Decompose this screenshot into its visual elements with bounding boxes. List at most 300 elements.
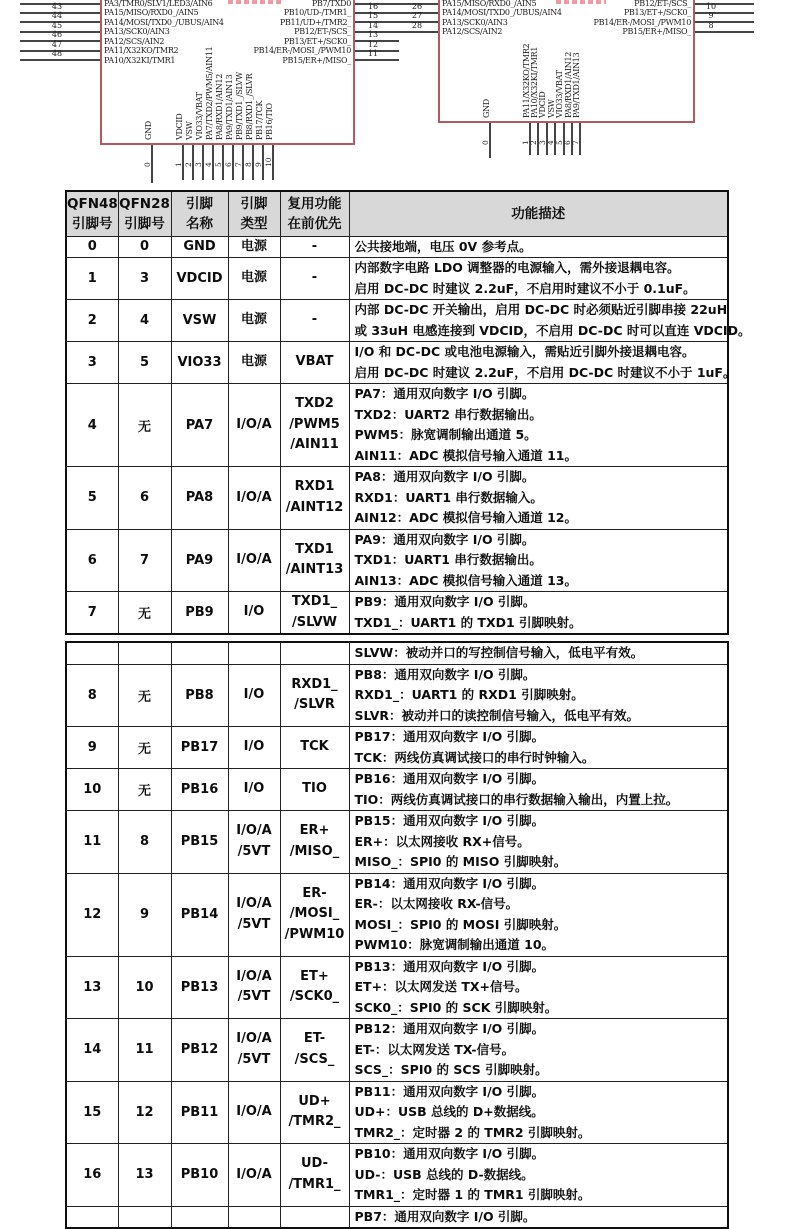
cell-mux-function	[280, 727, 349, 769]
cell-pin-name: PA8	[171, 467, 228, 530]
cell-line: PB7：通用双向数字 I/O 引脚。	[354, 1208, 536, 1224]
pin-number: 46	[51, 30, 63, 40]
cell-function-description	[349, 342, 736, 384]
cell-line: PB13：通用双向数字 I/O 引脚。	[354, 958, 545, 974]
pin-row	[66, 342, 728, 384]
pin-row	[66, 592, 728, 635]
pin-number: 7	[234, 162, 243, 167]
cell-mux-function	[280, 592, 349, 635]
cell-line: TXD1_：UART1 的 TXD1 引脚映射。	[354, 614, 582, 630]
pin-label: PA7/TXD2/PWM5/AIN11	[204, 46, 214, 140]
cell-line: PA8：通用双向数字 I/O 引脚。	[354, 469, 535, 484]
header-cell	[118, 191, 171, 236]
header-row	[66, 191, 728, 236]
cell-qfn28-pin: 3	[118, 258, 171, 300]
cell-pin-name: PB11	[171, 1081, 228, 1144]
pin-number: 11	[367, 49, 379, 59]
cell-line: SCK0_：SPI0 的 SCK 引脚映射。	[354, 999, 558, 1015]
cell-pin-name: VDCID	[171, 258, 228, 300]
cell-mux-function	[280, 258, 349, 300]
cell-qfn28-pin: 9	[118, 873, 171, 956]
cell-line: 或 33uH 电感连接到 VDCID，不启用 DC-DC 时可以直连 VDCID。	[354, 322, 751, 338]
pin-row	[66, 300, 728, 342]
pin-label: VSW	[184, 121, 194, 140]
cell-qfn28-pin: 7	[118, 529, 171, 592]
pin-row	[66, 727, 728, 769]
cell-qfn48-pin: 15	[66, 1081, 118, 1144]
cell-function-description	[349, 300, 751, 342]
cell-line: AIN13：ADC 模拟信号输入通道 13。	[354, 572, 578, 588]
pin-wire	[397, 31, 438, 33]
pin-label: PB12/ET-/SCS_	[294, 27, 351, 37]
pin-label: PB10/UD-/TMR1_	[283, 8, 351, 18]
cell-mux-function	[280, 1019, 349, 1082]
cell-line: ET-	[303, 1031, 326, 1047]
cell-line: TXD1：UART1 串行数据输出。	[354, 552, 542, 567]
pin-wire	[695, 31, 754, 33]
cell-function-description	[349, 811, 728, 874]
cell-pin-type	[228, 1206, 280, 1228]
cell-mux-function	[280, 642, 349, 664]
cell-line: 引脚	[240, 195, 268, 212]
cell-line: I/O 和 DC-DC 或电池电源输入，需贴近引脚外接退耦电容。	[354, 344, 695, 359]
cell-mux-function	[280, 1144, 349, 1207]
cell-line: /5VT	[237, 1051, 271, 1067]
cell-line: ER+	[299, 823, 330, 839]
cell-line: TIO：两线仿真调试接口的串行数据输入输出，内置上拉。	[354, 791, 679, 807]
pin-label: PB15/ER+/MISO_	[622, 27, 691, 37]
cell-line: 复用功能	[287, 195, 342, 212]
cell-line: PB15：通用双向数字 I/O 引脚。	[354, 813, 545, 828]
cell-pin-name: PA9	[171, 529, 228, 592]
cell-qfn28-pin: 8	[118, 811, 171, 874]
cell-mux-function	[280, 529, 349, 592]
pin-number: 45	[51, 20, 63, 30]
cell-line: ET+	[300, 968, 329, 984]
cell-function-description	[349, 384, 728, 467]
pin-row	[66, 811, 728, 874]
cell-line: I/O/A	[236, 552, 272, 567]
cell-qfn48-pin: 13	[66, 956, 118, 1019]
cell-function-description	[349, 1206, 728, 1228]
cell-line: I/O	[243, 604, 265, 620]
cell-mux-function	[280, 811, 349, 874]
cell-qfn28-pin: 11	[118, 1019, 171, 1082]
pin-number: 47	[51, 39, 63, 49]
cell-line: TMR2_：定时器 2 的 TMR2 引脚映射。	[354, 1124, 591, 1140]
cell-pin-name: PB13	[171, 956, 228, 1019]
cell-qfn28-pin: 5	[118, 342, 171, 384]
cell-line: TXD2：UART2 串行数据输出。	[354, 406, 542, 422]
cell-qfn28-pin: 无	[118, 592, 171, 635]
pin-label: PB12/ET-/SCS_	[634, 0, 691, 8]
cell-qfn48-pin: 10	[66, 769, 118, 811]
cell-line: I/O/A	[236, 823, 272, 839]
pin-wire	[355, 59, 399, 61]
cell-line: QFN28	[119, 195, 170, 212]
pin-row	[66, 769, 728, 811]
cell-line: 内部 DC-DC 开关输出，启用 DC-DC 时必须贴近引脚串接 22uH	[354, 302, 728, 317]
header-cell	[349, 191, 728, 236]
cell-mux-function	[280, 873, 349, 956]
cell-pin-name	[171, 1206, 228, 1228]
cell-line: 引脚号	[124, 215, 165, 232]
pin-number: 2	[529, 140, 539, 145]
cell-line: -	[311, 312, 318, 328]
pin-number: 6	[224, 162, 233, 167]
cell-line: PB16：通用双向数字 I/O 引脚。	[354, 771, 545, 786]
pin-number: 16	[367, 1, 379, 11]
cell-line: I/O/A	[236, 1166, 272, 1182]
pin-number: 3	[537, 140, 547, 145]
cell-line: PB11：通用双向数字 I/O 引脚。	[354, 1083, 545, 1099]
cell-line: -	[311, 270, 318, 286]
cell-function-description	[349, 956, 728, 1019]
cell-pin-type	[228, 873, 280, 956]
cell-pin-name: PB12	[171, 1019, 228, 1082]
pin-label: PB17/TCK	[254, 100, 264, 140]
cell-line: /SLVW	[291, 614, 337, 630]
cell-function-description	[349, 873, 728, 956]
cell-pin-name: PB14	[171, 873, 228, 956]
cell-pin-name: PB8	[171, 664, 228, 727]
cell-qfn48-pin: 16	[66, 1144, 118, 1207]
pin-number: 5	[554, 140, 564, 145]
cell-line: RXD1_	[291, 676, 338, 692]
pin-number: 10	[705, 1, 717, 11]
cell-line: /PWM5	[289, 416, 340, 432]
cell-pin-type	[228, 727, 280, 769]
cell-pin-type	[228, 300, 280, 342]
pin-label: PA10/X32KI/TMR1	[529, 46, 539, 118]
cell-qfn48-pin: 6	[66, 529, 118, 592]
pin-number: 0	[481, 140, 490, 145]
cell-pin-type	[228, 811, 280, 874]
pin-row	[66, 956, 728, 1019]
cell-line: /AINT12	[285, 499, 344, 515]
cell-line: 启用 DC-DC 时建议 2.2uF，不启用时建议不小于 0.1uF。	[354, 280, 696, 296]
cell-pin-type	[228, 769, 280, 811]
header-cell	[280, 191, 349, 236]
cell-qfn48-pin: 8	[66, 664, 118, 727]
cell-line: PA7：通用双向数字 I/O 引脚。	[354, 386, 535, 401]
cell-line: /AIN11	[290, 437, 339, 453]
cell-pin-name: PB17	[171, 727, 228, 769]
cell-line: 类型	[240, 215, 268, 232]
pin-number: 2	[184, 162, 193, 167]
cell-pin-name: VSW	[171, 300, 228, 342]
cell-line: 电源	[240, 270, 267, 286]
cell-line: RXD1_：UART1 的 RXD1 引脚映射。	[354, 687, 584, 702]
cell-line: 电源	[240, 354, 267, 370]
cell-line: SLVR：被动并口的读控制信号输入，低电平有效。	[354, 707, 640, 723]
cell-function-description	[349, 664, 728, 727]
pin-description-table	[65, 641, 729, 1229]
pin-label: PA15/MISO/RXD0_/AIN5	[442, 0, 537, 8]
pin-label: PA13/SCK0/AIN3	[104, 27, 170, 37]
cell-line: /SCK0_	[289, 989, 340, 1005]
cell-pin-type	[228, 1019, 280, 1082]
cell-pin-type	[228, 384, 280, 467]
cell-line: PB17：通用双向数字 I/O 引脚。	[354, 729, 545, 744]
cell-pin-type	[228, 236, 280, 258]
cell-pin-type	[228, 342, 280, 384]
cell-pin-name	[171, 642, 228, 664]
cell-pin-type	[228, 529, 280, 592]
cell-mux-function	[280, 769, 349, 811]
pin-number: 12	[367, 39, 379, 49]
cell-line: I/O/A	[236, 1104, 272, 1119]
pin-label: VIO33/VBAT	[555, 70, 565, 118]
cell-function-description	[349, 642, 728, 664]
cell-line: PB10：通用双向数字 I/O 引脚。	[354, 1146, 545, 1161]
cell-line: RXD1：UART1 串行数据输入。	[354, 489, 543, 505]
cell-qfn28-pin	[118, 642, 171, 664]
pin-label: PA8/RXD1/AIN12	[563, 51, 573, 118]
pin-wire	[20, 59, 100, 61]
cell-line: /5VT	[237, 916, 271, 932]
cell-line: AIN12：ADC 模拟信号输入通道 12。	[354, 510, 578, 525]
pin-row	[66, 529, 728, 592]
cell-function-description	[349, 258, 728, 300]
cell-line: I/O/A	[236, 968, 272, 984]
pin-description-table	[65, 190, 751, 635]
cell-line: ET+：以太网发送 TX+信号。	[354, 979, 528, 994]
cell-function-description	[349, 529, 728, 592]
cell-line: /TMR2_	[288, 1114, 341, 1130]
cell-line: PB9：通用双向数字 I/O 引脚。	[354, 594, 536, 609]
cell-line: MOSI_：SPI0 的 MOSI 引脚映射。	[354, 916, 567, 932]
cell-pin-type	[228, 592, 280, 635]
cell-mux-function	[280, 956, 349, 1019]
cell-line: /5VT	[237, 989, 271, 1005]
cell-line: I/O	[243, 687, 265, 702]
cell-pin-name: VIO33	[171, 342, 228, 384]
cell-pin-name: PA7	[171, 384, 228, 467]
cell-line: -	[311, 238, 318, 254]
cell-line: UD-	[301, 1156, 328, 1172]
cell-line: 在前优先	[287, 215, 342, 232]
cell-line: ER-	[302, 885, 327, 901]
cell-line: 启用 DC-DC 时建议 2.2uF，不启用 DC-DC 时建议不小于 1uF。	[354, 364, 736, 380]
pin-label: PA3/TMR0/SLV1/LED3/AIN6	[104, 0, 213, 8]
pin-label: PB11/UD+/TMR2_	[279, 17, 351, 27]
pin-number: 8	[708, 20, 714, 30]
cell-line: TXD1_	[291, 594, 338, 609]
cell-pin-type	[228, 642, 280, 664]
pin-label: PA9/TXD1/AIN13	[571, 52, 581, 118]
cell-line: VBAT	[295, 354, 334, 370]
pin-number: 13	[367, 30, 379, 40]
cell-line: ER+：以太网接收 RX+信号。	[354, 833, 530, 849]
cell-line: MISO_：SPI0 的 MISO 引脚映射。	[354, 854, 567, 869]
cell-qfn48-pin: 9	[66, 727, 118, 769]
pin-number: 4	[204, 162, 213, 167]
cell-qfn48-pin: 14	[66, 1019, 118, 1082]
cell-pin-name: PB16	[171, 769, 228, 811]
pin-label: PA15/MISO/RXD0_/AIN5	[104, 8, 199, 18]
cell-line: 功能描述	[511, 205, 566, 222]
cell-qfn48-pin	[66, 642, 118, 664]
cell-qfn28-pin: 12	[118, 1081, 171, 1144]
pin-number: 26	[411, 1, 423, 11]
cell-line: TXD2	[295, 396, 334, 412]
cell-line: 名称	[186, 215, 213, 232]
cell-qfn28-pin: 无	[118, 664, 171, 727]
cell-line: I/O	[243, 781, 265, 797]
cell-function-description	[349, 769, 728, 811]
cell-qfn48-pin: 0	[66, 236, 118, 258]
pin-number: 6	[563, 140, 572, 145]
pin-number: 8	[244, 162, 253, 167]
cell-line: PB14：通用双向数字 I/O 引脚。	[354, 875, 545, 891]
cell-qfn28-pin: 0	[118, 236, 171, 258]
pin-number: 1	[174, 162, 183, 167]
cell-line: TMR1_：定时器 1 的 TMR1 引脚映射。	[354, 1187, 591, 1202]
pin-label: PA14/MOSI/TXD0_/UBUS/AIN4	[104, 17, 224, 27]
pin-number: 9	[708, 11, 714, 21]
pin-label: PB14/ER-/MOSI_/PWM10	[593, 17, 691, 27]
cell-qfn48-pin: 5	[66, 467, 118, 530]
cell-line: /MOSI_	[289, 906, 340, 922]
cell-line: UD-：USB 总线的 D-数据线。	[354, 1166, 534, 1182]
cell-function-description	[349, 727, 728, 769]
pin-label: PA11/X32KO/TMR2	[521, 43, 531, 118]
pin-row	[66, 1019, 728, 1082]
cell-mux-function	[280, 384, 349, 467]
cell-mux-function	[280, 1206, 349, 1228]
cell-line: TIO	[302, 781, 327, 797]
cell-line: /SCS_	[294, 1051, 335, 1067]
cell-qfn48-pin: 11	[66, 811, 118, 874]
cell-line: SCS_：SPI0 的 SCS 引脚映射。	[354, 1062, 548, 1077]
cell-qfn28-pin: 13	[118, 1144, 171, 1207]
cell-function-description	[349, 1144, 728, 1207]
cell-line: 内部数字电路 LDO 调整器的电源输入，需外接退耦电容。	[354, 260, 680, 275]
cell-line: UD+：USB 总线的 D+数据线。	[354, 1104, 544, 1119]
pin-label: PA9/TXD1/AIN13	[224, 74, 234, 140]
pin-row	[66, 1081, 728, 1144]
pin-label: PA11/X32KO/TMR2	[104, 46, 179, 56]
pin-number: 7	[571, 140, 581, 145]
cell-qfn28-pin: 6	[118, 467, 171, 530]
cell-mux-function	[280, 342, 349, 384]
pin-label: GND	[481, 99, 491, 118]
cell-line: ER-：以太网接收 RX-信号。	[354, 896, 519, 911]
pin-row	[66, 873, 728, 956]
pin-number: 28	[411, 20, 423, 30]
pin-row	[66, 1206, 728, 1228]
cell-line: ET-：以太网发送 TX-信号。	[354, 1041, 515, 1057]
cell-qfn28-pin: 无	[118, 727, 171, 769]
pin-number: 48	[51, 49, 63, 59]
pin-label: VSW	[546, 99, 556, 118]
pin-label: PA10/X32KI/TMR1	[104, 55, 176, 65]
pin-row	[66, 258, 728, 300]
cell-pin-type	[228, 1081, 280, 1144]
pin-number: 27	[411, 11, 423, 21]
cell-line: I/O/A	[236, 489, 272, 505]
cell-pin-name: GND	[171, 236, 228, 258]
cell-line: 电源	[240, 238, 267, 254]
cell-mux-function	[280, 236, 349, 258]
pin-number: 4	[546, 140, 556, 145]
cell-pin-type	[228, 467, 280, 530]
cell-line: I/O	[243, 739, 265, 755]
cell-qfn48-pin: 1	[66, 258, 118, 300]
cell-qfn28-pin: 无	[118, 769, 171, 811]
cell-qfn28-pin	[118, 1206, 171, 1228]
cell-pin-type	[228, 956, 280, 1019]
pin-label: PA12/SCS/AIN2	[442, 27, 503, 37]
pin-row	[66, 384, 728, 467]
pin-label: VDCID	[174, 113, 184, 140]
cell-qfn48-pin: 4	[66, 384, 118, 467]
cell-line: PA9：通用双向数字 I/O 引脚。	[354, 531, 535, 547]
cell-function-description	[349, 1081, 728, 1144]
pin-number: 1	[521, 140, 530, 145]
pin-label: PB7/TXD0	[311, 0, 351, 8]
pin-row	[66, 467, 728, 530]
cell-line: QFN48	[67, 195, 118, 212]
pin-label: PB14/ER-/MOSI_/PWM10	[253, 46, 351, 56]
header-cell	[66, 191, 118, 236]
cell-line: PB8：通用双向数字 I/O 引脚。	[354, 666, 536, 682]
cell-pin-name: PB15	[171, 811, 228, 874]
header-cell	[228, 191, 280, 236]
cell-line: SLVW：被动并口的写控制信号输入，低电平有效。	[354, 645, 644, 660]
pin-label: VDCID	[538, 91, 548, 118]
cell-pin-type	[228, 258, 280, 300]
cell-pin-name: PB10	[171, 1144, 228, 1207]
cell-mux-function	[280, 300, 349, 342]
pin-number: 5	[214, 162, 223, 167]
cell-line: PB12：通用双向数字 I/O 引脚。	[354, 1021, 545, 1036]
cell-line: AIN11：ADC 模拟信号输入通道 11。	[354, 447, 578, 463]
cell-pin-type	[228, 1144, 280, 1207]
pin-row	[66, 1144, 728, 1207]
pin-number: 44	[51, 11, 63, 21]
pin-row	[66, 236, 728, 258]
cell-line: /PWM10	[284, 926, 345, 942]
cell-qfn28-pin: 10	[118, 956, 171, 1019]
cell-line: /SLVR	[294, 697, 335, 713]
pin-label: PA13/SCK0/AIN3	[442, 17, 508, 27]
pin-label: PA14/MOSI/TXD0_/UBUS/AIN4	[442, 8, 562, 18]
cell-line: /MISO_	[289, 843, 340, 859]
cell-line: /TMR1_	[288, 1176, 341, 1192]
cell-mux-function	[280, 664, 349, 727]
cell-line: UD+	[298, 1093, 331, 1109]
pin-label: PB16/TIO	[264, 103, 274, 140]
cell-function-description	[349, 467, 728, 530]
pin-label: PA12/SCS/AIN2	[104, 36, 165, 46]
cell-line: PWM5：脉宽调制输出通道 5。	[354, 427, 537, 442]
cell-line: 引脚号	[72, 215, 113, 232]
cell-line: I/O/A	[236, 896, 272, 911]
pin-row	[66, 664, 728, 727]
pin-label: PB8/RXD1_/SLVR	[244, 73, 254, 140]
cell-line: I/O/A	[236, 1031, 272, 1047]
pin-label: VIO33/VBAT	[194, 92, 204, 140]
cell-pin-name: PB9	[171, 592, 228, 635]
cell-pin-type	[228, 664, 280, 727]
cell-qfn48-pin: 2	[66, 300, 118, 342]
cell-line: TXD1	[295, 541, 334, 557]
cell-line: PWM10：脉宽调制输出通道 10。	[354, 937, 555, 952]
pin-row	[66, 642, 728, 664]
cell-function-description	[349, 1019, 728, 1082]
